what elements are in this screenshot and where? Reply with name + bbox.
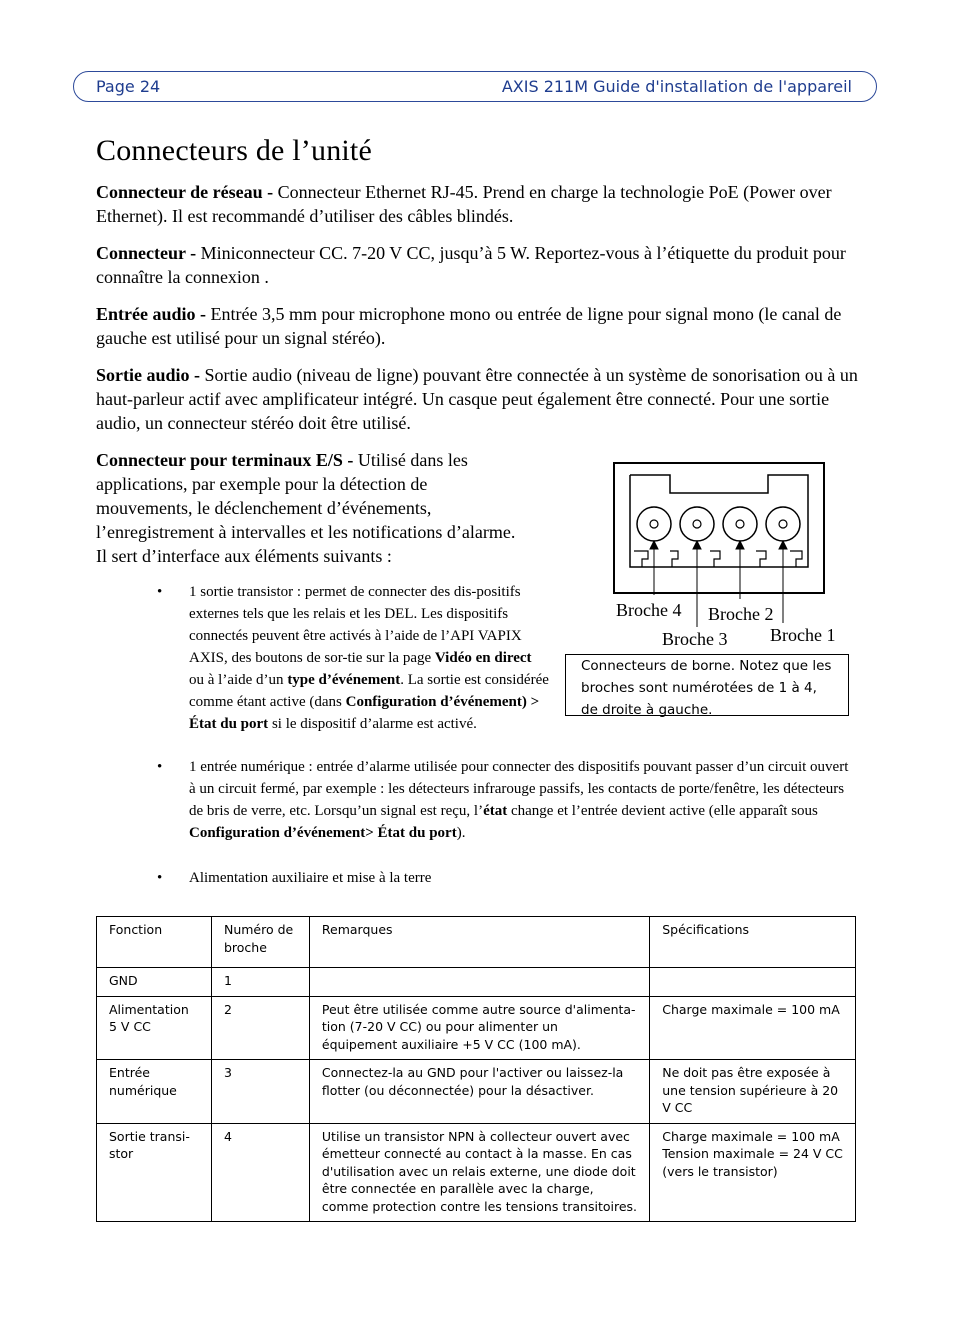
bullet-strong: Configuration d’événement> État du port [189,825,457,841]
column-header: Fonction [97,917,212,968]
io-connector-label: Connecteur pour terminaux E/S - [96,450,354,470]
bullet-text: 1 entrée numérique : entrée d’alarme utilisée pour connecter des dispositifs pouvant passer d’un circuit ouvert à un circuit fermé, par exemple : les détecteurs infrarouge passifs, les contacts de porte/fenêtre, les détecteurs de bris de verre, etc. Lorsqu’un signal est reçu, l’ [189,759,849,819]
table-cell: Entrée numérique [97,1060,212,1124]
table-cell: GND [97,968,212,997]
table-cell: Sortie transi-stor [97,1123,212,1222]
pin-label-4: Broche 4 [616,600,682,620]
bullet-icon: • [157,870,163,886]
bullet-strong: type d’événement [287,672,401,688]
audio-in-text: Entrée 3,5 mm pour microphone mono ou entrée de ligne pour signal mono (le canal de gauche est utilisé pour un signal stéréo). [96,304,842,348]
power-connector-paragraph [96,241,858,289]
pin-label-2: Broche 2 [708,604,774,624]
pin-4-terminal [637,507,671,541]
figure-caption: Connecteurs de borne. Notez que les broches sont numérotées de 1 à 4, de droite à gauche. [565,654,849,716]
audio-out-label: Sortie audio - [96,365,201,385]
io-connector-text: Utilisé dans les applications, par exemple pour la détection de mouvements, le déclenchement d’événements, l’enregistrement à intervalles et les notifications d’alarme. Il sert d’interface aux éléments suivants : [96,450,516,566]
bullet-strong: Vidéo en direct [434,650,532,666]
table-cell [650,968,856,997]
table-cell: 1 [211,968,309,997]
pin-2-terminal [723,507,757,541]
table-cell: Alimentation 5 V CC [97,996,212,1060]
table-row [97,996,856,1060]
connector-outline [614,463,824,593]
bullet-strong: état [483,803,508,819]
bullet-strong: Configuration d’événement) > État du port [189,694,540,732]
column-header: Spécifications [650,917,856,968]
bullet-text: si le dispositif d’alarme est activé. [268,716,477,732]
table-cell [309,968,649,997]
bullet-text: ou à l’aide d’un [189,672,288,688]
network-connector-paragraph [96,180,858,228]
bullet-text: change et l’entrée devient active (elle apparaît sous [507,803,818,819]
table-cell: 4 [211,1123,309,1222]
terminal-teeth [634,551,802,567]
table-cell: Utilise un transistor NPN à collecteur ouvert avec émetteur connecté au contact à la masse. En cas d'utilisation avec un relais externe, une diode doit être connectée en parallèle avec la charge, comme protection contre les tensions transitoires. [309,1123,649,1222]
table-row [97,1060,856,1124]
bullet-text: ). [456,825,466,841]
io-connector-paragraph [96,448,526,568]
table-row [97,968,856,997]
table-cell: 2 [211,996,309,1060]
table-header-row [97,917,856,968]
table-cell: Charge maximale = 100 mA [650,996,856,1060]
page-number: Page 24 [96,77,161,96]
power-connector-text: Miniconnecteur CC. 7-20 V CC, jusqu’à 5 W. Reportez-vous à l’étiquette du produit pour connaître la connexion . [96,243,846,287]
pin-1-terminal [766,507,800,541]
audio-out-paragraph [96,363,858,435]
pin-table [96,916,856,1222]
table-cell: Connectez-la au GND pour l'activer ou laissez-la flotter (ou déconnectée) pour la désactiver. [309,1060,649,1124]
pin-label-1: Broche 1 [770,625,836,645]
page-header [73,71,877,102]
table-cell: 3 [211,1060,309,1124]
bullet-text: . La sortie est considérée comme étant active (dans [189,672,549,710]
network-connector-label: Connecteur de réseau - [96,182,274,202]
column-header: Numéro de broche [211,917,309,968]
pin-label-3: Broche 3 [662,629,728,649]
table-cell: Charge maximale = 100 mA Tension maximale = 24 V CC (vers le transistor) [650,1123,856,1222]
audio-out-text: Sortie audio (niveau de ligne) pouvant être connectée à un système de sonorisation ou à un haut-parleur actif avec amplificateur intégré. Un casque peut également être connecté. Pour une sortie audio, un connecteur stéréo doit être utilisé. [96,365,858,433]
bullet-icon: • [157,759,163,775]
bullet-text: Alimentation auxiliaire et mise à la terre [189,870,432,886]
table-cell: Ne doit pas être exposée à une tension supérieure à 20 V CC [650,1060,856,1124]
document-title: AXIS 211M Guide d'installation de l'appareil [501,77,852,96]
section-heading: Connecteurs de l’unité [96,134,372,167]
column-header: Remarques [309,917,649,968]
table-cell: Peut être utilisée comme autre source d'alimenta-tion (7-20 V CC) ou pour alimenter un équipement auxiliaire +5 V CC (100 mA). [309,996,649,1060]
bullet-icon: • [157,584,163,600]
table-row [97,1123,856,1222]
bullet-text: 1 sortie transistor : permet de connecter des dis-positifs externes tels que les relais et les DEL. Les dispositifs connectés peuvent être activés à l’aide de l’API VAPIX AXIS, des boutons de sor-tie sur la page [189,584,522,666]
network-connector-text: Connecteur Ethernet RJ-45. Prend en charge la technologie PoE (Power over Ethernet). Il est recommandé d’utiliser des câbles blindés. [96,182,832,226]
power-connector-label: Connecteur - [96,243,197,263]
audio-in-paragraph [96,302,858,350]
audio-in-label: Entrée audio - [96,304,206,324]
pin-3-terminal [680,507,714,541]
